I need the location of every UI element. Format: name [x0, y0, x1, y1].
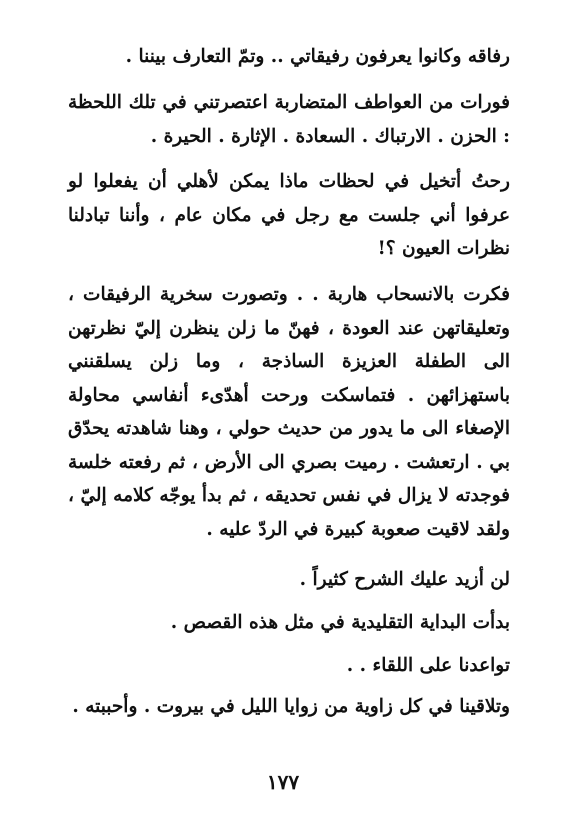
page-number: ١٧٧	[266, 770, 300, 794]
paragraph-6	[68, 606, 510, 640]
paragraph-text: لن أزيد عليك الشرح كثيراً .	[299, 569, 510, 590]
paragraph-text: فكرت بالانسحاب هاربة . . وتصورت سخرية الرفيقات ، وتعليقاتهن عند العودة ، فهنّ ما زلن ينظرن إليّ نظرتهن الى الطفلة العزيزة الساذجة ، وما زلن يسلقنني باستهزائهن . فتماسكت ورحت أهدّىء أنفاسي محاولة الإصغاء الى ما يدور من حديث حولي ، وهنا شاهدته يحدّق بي . ارتعشت . رميت بصري الى الأرض ، ثم رفعته خلسة فوجدته لا يزال في نفس تحديقه ، ثم بدأ يوجّه كلامه إليّ ، ولقد لاقيت صعوبة كبيرة في الردّ عليه .	[68, 284, 510, 540]
paragraph-7	[68, 649, 510, 683]
paragraph-text: رحتُ أتخيل في لحظات ماذا يمكن لأهلي أن يفعلوا لو عرفوا أني جلست مع رجل في مكان عام ، وأننا تبادلنا نظرات العيون ؟!	[68, 171, 510, 259]
paragraph-text: رفاقه وكانوا يعرفون رفيقاتي .. وتمّ التعارف بيننا .	[125, 46, 510, 67]
paragraph-text: تواعدنا على اللقاء . .	[346, 655, 510, 676]
paragraph-4	[68, 278, 510, 546]
paragraph-2	[68, 86, 510, 153]
paragraph-5	[68, 563, 510, 597]
paragraph-1	[68, 40, 510, 74]
paragraph-text: بدأت البداية التقليدية في مثل هذه القصص .	[170, 612, 510, 633]
paragraph-text: فورات من العواطف المتضاربة اعتصرتني في تلك اللحظة : الحزن . الارتباك . السعادة . الإثارة . الحيرة .	[68, 92, 510, 147]
paragraph-8	[68, 690, 510, 724]
paragraph-text: وتلاقينا في كل زاوية من زوايا الليل في بيروت . وأحببته .	[72, 696, 510, 717]
paragraph-3	[68, 165, 510, 266]
